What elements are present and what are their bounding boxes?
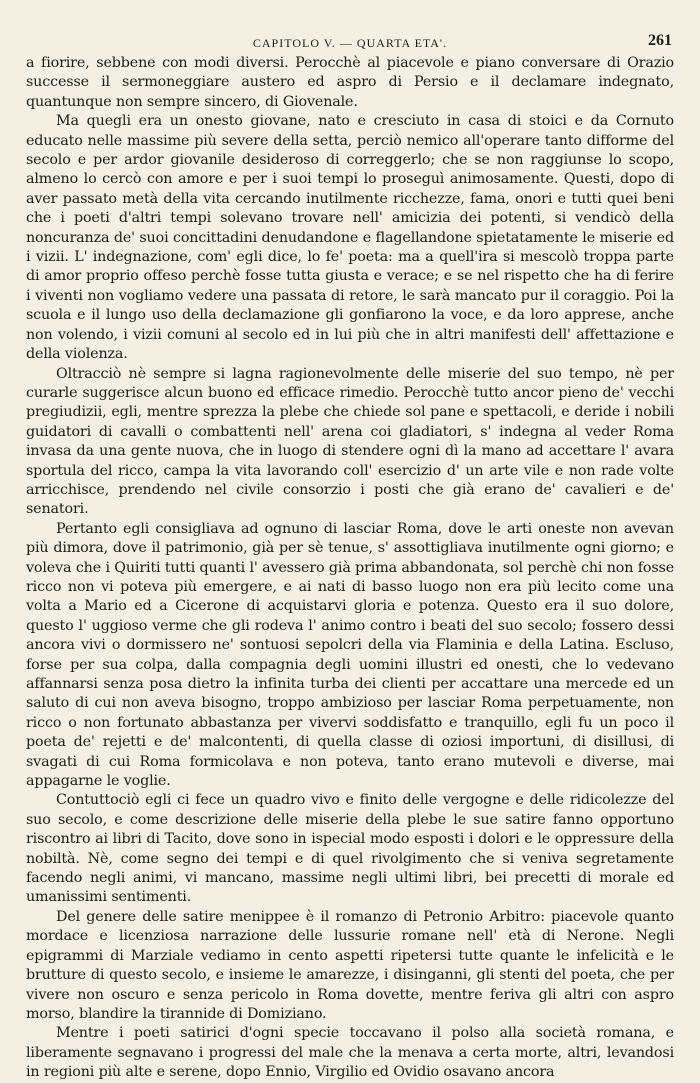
paragraph-3: Oltracciò nè sempre si lagna ragionevolmente delle miserie del suo tempo, nè per curarle suggerisce alcun buono ed efficace rimedio. Perocchè tutto ancor pieno de' vecchi pregiudizii, egli, mentre sprezza la plebe che chiede sol pane e spettacoli, e deride i nobili guidatori di cavalli o combattenti nell' arena coi gladiatori, s' indegna al veder Roma invasa da una gente nuova, che in luogo di stendere ogni dì la mano ad accettare l' avara sportula del ricco, campa la vita lavorando coll' esercizio d' un arte vile e non rade volte arricchisce, prendendo nel civile consorzio i posti che già erano de' cavalieri e de' senatori. xyxy=(26,365,674,518)
paragraph-6: Del genere delle satire menippee è il romanzo di Petronio Arbitro: piacevole quanto mordace e licenziosa narrazione delle lussurie romane nell' età di Nerone. Negli epigrammi di Marziale vediamo in cento aspetti ripetersi tutte quante le infelicità e le brutture di questo secolo, e insieme le amarezze, i disinganni, gli stenti del poeta, che per vivere non oscuro e senza pericolo in Roma dovette, mentre feriva gli altri con aspro morso, blandire la tirannide di Domiziano. xyxy=(26,908,674,1022)
paragraph-7: Mentre i poeti satirici d'ogni specie toccavano il polso alla società romana, e liberamente segnavano i progressi del male che la menava a certa morte, altri, levandosi in regioni più alte e serene, dopo Ennio, Virgilio ed Ovidio osavano ancora xyxy=(26,1025,674,1081)
paragraph-1: a fiorire, sebbene con modi diversi. Perocchè al piacevole e piano conversare di Orazio successe il sermoneggiare austero ed aspro di Persio e il declamare indegnato, quantunque non sempre sincero, di Giovenale. xyxy=(26,55,674,110)
page-number: 261 xyxy=(648,32,672,49)
running-head: CAPITOLO V. — QUARTA ETA'. xyxy=(252,36,448,50)
paragraph-2: Ma quegli era un onesto giovane, nato e cresciuto in casa di stoici e da Cornuto educato nelle massime più severe della setta, perciò nemico all'operare tanto difforme del secolo e per ardor giovanile desideroso di correggerlo; che se non raggiunse lo scopo, almeno lo cercò con amore e per i suoi tempi lo proseguì animosamente. Questi, dopo di aver passato metà della vita cercando inutilmente ricchezze, fama, onori e tutti quei beni che i poeti d'altri tempi solevano trovare nell' amicizia dei potenti, si vendicò della noncuranza de' suoi concittadini denudandone e flagellandone spietatamente le miserie ed i vizii. L' indegnazione, com' egli dice, lo fe' poeta: ma a quell'ira si mescolò troppa parte di amor proprio offeso perchè fosse tutta giusta e verace; e se nel rispetto che ha di ferire i viventi non vogliamo vedere una passata di retore, le sarà mancato pur il coraggio. Poi la scuola e il lungo uso della declamazione gli gonfiarono la voce, e da loro apprese, anche non volendo, i vizii comuni al secolo ed in lui più che in altri manifesti dell' affettazione e della violenza. xyxy=(26,113,674,363)
paragraph-5: Contuttociò egli ci fece un quadro vivo e finito delle vergogne e delle ridicolezze del suo secolo, e come descrizione delle miserie della plebe le sue satire fanno opportuno riscontro ai libri di Tacito, dove sono in ispecial modo esposti i dolori e le oppressure della nobiltà. Nè, come segno dei tempi e di quel rivolgimento che si veniva segretamente facendo negli animi, vi mancano, massime negli ultimi libri, bei precetti di morale ed umanissimi sentimenti. xyxy=(26,792,674,906)
paragraph-4: Pertanto egli consigliava ad ognuno di lasciar Roma, dove le arti oneste non avevan più dimora, dove il patrimonio, già per sè tenue, s' assottigliava inutilmente ogni giorno; e voleva che i Quiriti tutti quanti l' avessero già prima abbandonata, sol perchè chi non fosse ricco non vi poteva più emergere, e ai nati di basso luogo non era più lecito come una volta a Mario ed a Cicerone di acquistarvi gloria e potenza. Questo era il suo dolore, questo l' uggioso verme che gli rodeva l' animo contro i beati del suo secolo; fossero dessi ancora vivi o dormissero ne' sontuosi sepolcri della via Flaminia e della Latina. Escluso, forse per sua colpa, dalla compagnia degli uomini illustri ed onesti, che lo vedevano affannarsi senza posa dietro la infinita turba dei clienti per accattare una mercede ed un saluto di cui non aveva bisogno, troppo ambizioso per lasciar Roma perpetuamente, non ricco o non fortunato abbastanza per vivervi soddisfatto e tranquillo, egli fu un poco il poeta de' rejetti e de' malcontenti, di quella classe di oziosi importuni, di disillusi, di svagati di cui Roma formicolava e non poteva, tanto erano mutevoli e diverse, mai appagarne le voglie. xyxy=(26,520,674,790)
page-header xyxy=(26,30,674,52)
body-text xyxy=(26,54,674,1083)
